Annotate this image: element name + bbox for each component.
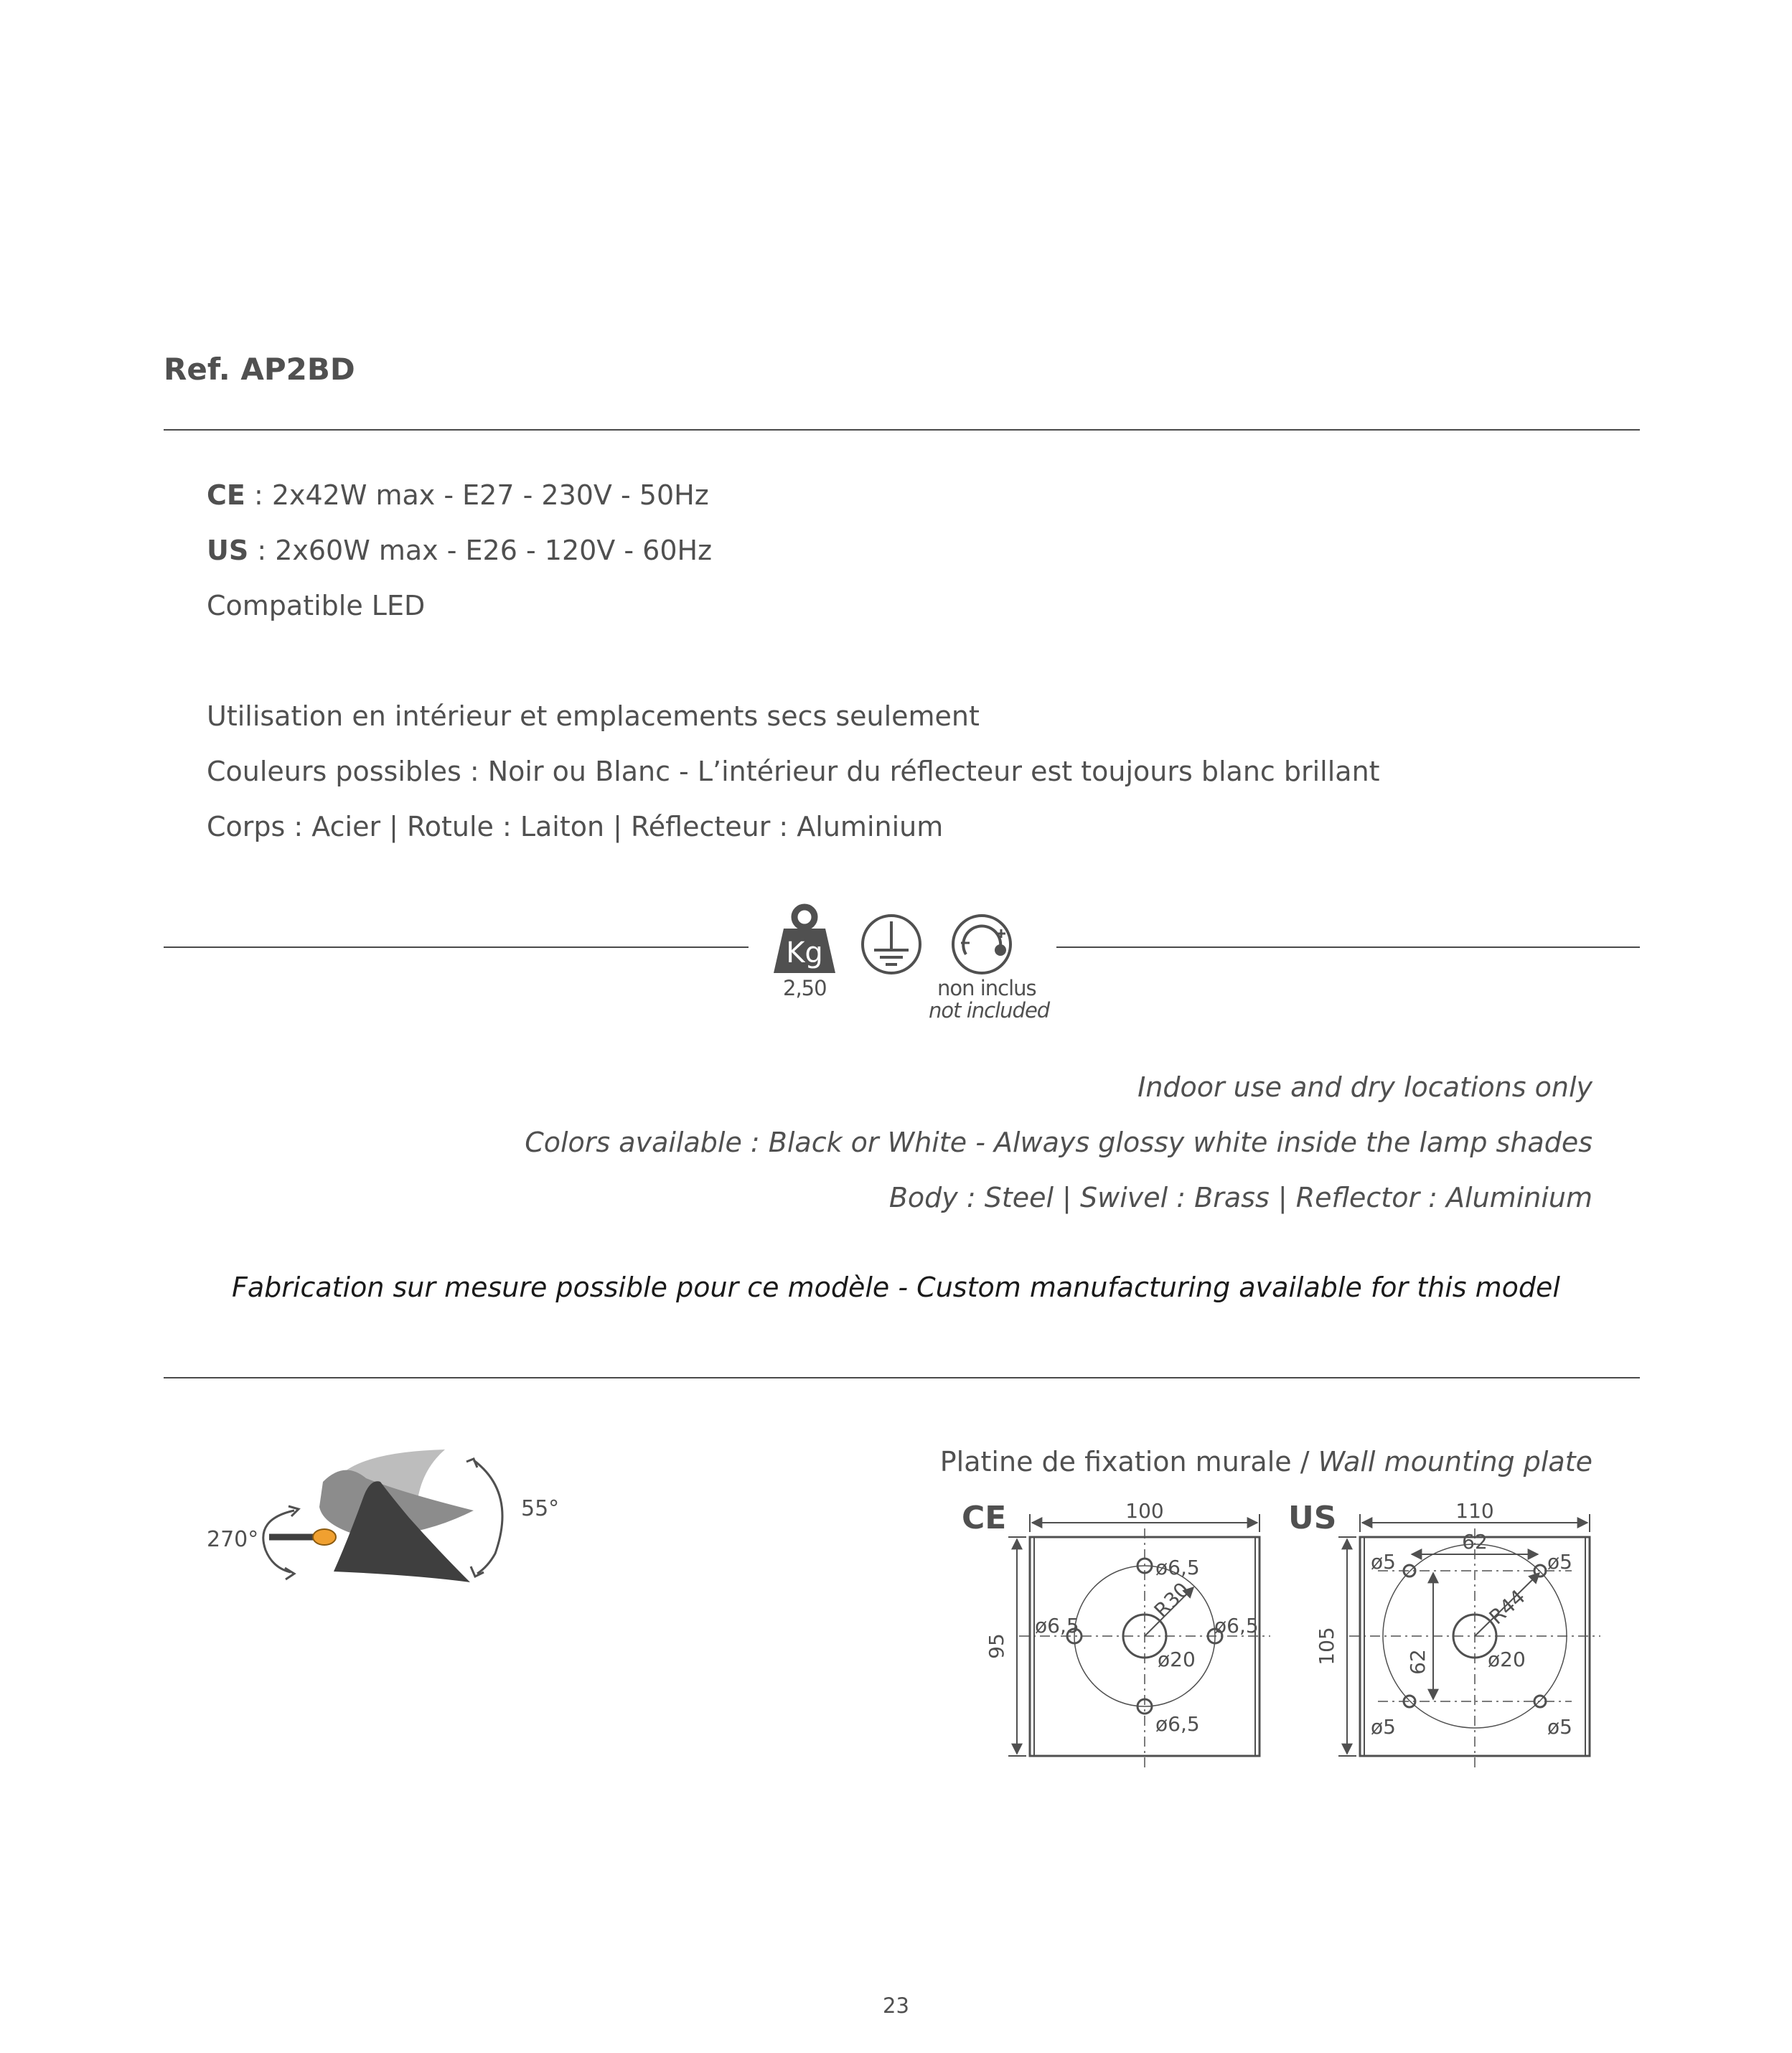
us-width: 110 [1455, 1499, 1494, 1523]
ground-icon [860, 913, 923, 976]
ce-width: 100 [1125, 1499, 1164, 1523]
spec-led: Compatible LED [207, 590, 426, 621]
lamp-rotation-diagram [201, 1439, 574, 1597]
divider-bottom [164, 1377, 1640, 1378]
spec-ce-value: : 2x42W max - E27 - 230V - 50Hz [245, 479, 709, 511]
page-number: 23 [883, 1993, 909, 2018]
spec-materials-en: Body : Steel | Swivel : Brass | Reflector : Aluminium [888, 1182, 1592, 1213]
dimmer-not-included-en: not included [929, 998, 1050, 1023]
us-hole-top-left: ø5 [1371, 1550, 1396, 1574]
divider-icons-left [164, 946, 749, 948]
us-center-hole: ø20 [1488, 1648, 1526, 1671]
spec-ce [207, 479, 709, 511]
spec-use-fr: Utilisation en intérieur et emplacements secs seulement [207, 700, 980, 732]
us-plate-drawing [1288, 1499, 1600, 1769]
us-height: 105 [1315, 1627, 1338, 1666]
reference-title: Ref. AP2BD [164, 352, 355, 387]
ce-height: 95 [985, 1633, 1008, 1659]
mounting-plate-title-fr: Platine de fixation murale / [939, 1446, 1318, 1477]
dimmer-not-included-fr: non inclus [937, 976, 1036, 1000]
spec-us-label: US [207, 535, 249, 566]
us-radius: R44 [1484, 1584, 1530, 1630]
spec-us-value: : 2x60W max - E26 - 120V - 60Hz [248, 535, 713, 566]
dimmer-icon [950, 913, 1015, 976]
weight-kg-icon [772, 903, 837, 974]
ce-hole-top: ø6,5 [1155, 1556, 1200, 1579]
spec-materials-fr: Corps : Acier | Rotule : Laiton | Réflecteur : Aluminium [207, 811, 944, 842]
mounting-plate-drawings [954, 1493, 1615, 1787]
mounting-plate-title [940, 1446, 1592, 1477]
spec-colors-fr: Couleurs possibles : Noir ou Blanc - L’intérieur du réflecteur est toujours blanc brillant [207, 756, 1380, 787]
ce-radius: R30 [1149, 1577, 1194, 1622]
rotation-arrow-vertical [474, 1460, 502, 1574]
ce-hole-bottom: ø6,5 [1155, 1712, 1200, 1736]
rotation-arrow-horizontal [263, 1511, 294, 1572]
weight-value: 2,50 [783, 976, 827, 1000]
custom-manufacturing-note: Fabrication sur mesure possible pour ce modèle - Custom manufacturing available for this model [232, 1272, 1560, 1303]
spec-ce-label: CE [207, 479, 245, 511]
ce-plate-drawing [962, 1499, 1270, 1769]
divider-top [164, 429, 1640, 431]
divider-icons-right [1056, 946, 1640, 948]
rotation-55-label: 55° [521, 1496, 560, 1521]
ce-hole-left: ø6,5 [1035, 1614, 1079, 1638]
us-plate-label: US [1288, 1500, 1337, 1536]
us-hole-bottom-left: ø5 [1371, 1715, 1396, 1739]
rotation-270-label: 270° [207, 1527, 259, 1552]
us-hole-bottom-right: ø5 [1547, 1715, 1572, 1739]
us-spacing-horizontal: 62 [1462, 1530, 1488, 1554]
us-spacing-vertical: 62 [1406, 1649, 1430, 1675]
spec-use-en: Indoor use and dry locations only [1137, 1071, 1592, 1103]
ce-plate-label: CE [962, 1500, 1007, 1536]
ce-hole-right: ø6,5 [1214, 1614, 1259, 1638]
lamp-swivel-joint [313, 1529, 336, 1545]
us-hole-top-right: ø5 [1547, 1550, 1572, 1574]
weight-kg-label: Kg [786, 936, 823, 969]
spec-colors-en: Colors available : Black or White - Always glossy white inside the lamp shades [525, 1127, 1592, 1158]
spec-us [207, 535, 712, 566]
ce-center-hole: ø20 [1158, 1648, 1196, 1671]
mounting-plate-title-en: Wall mounting plate [1318, 1446, 1592, 1477]
